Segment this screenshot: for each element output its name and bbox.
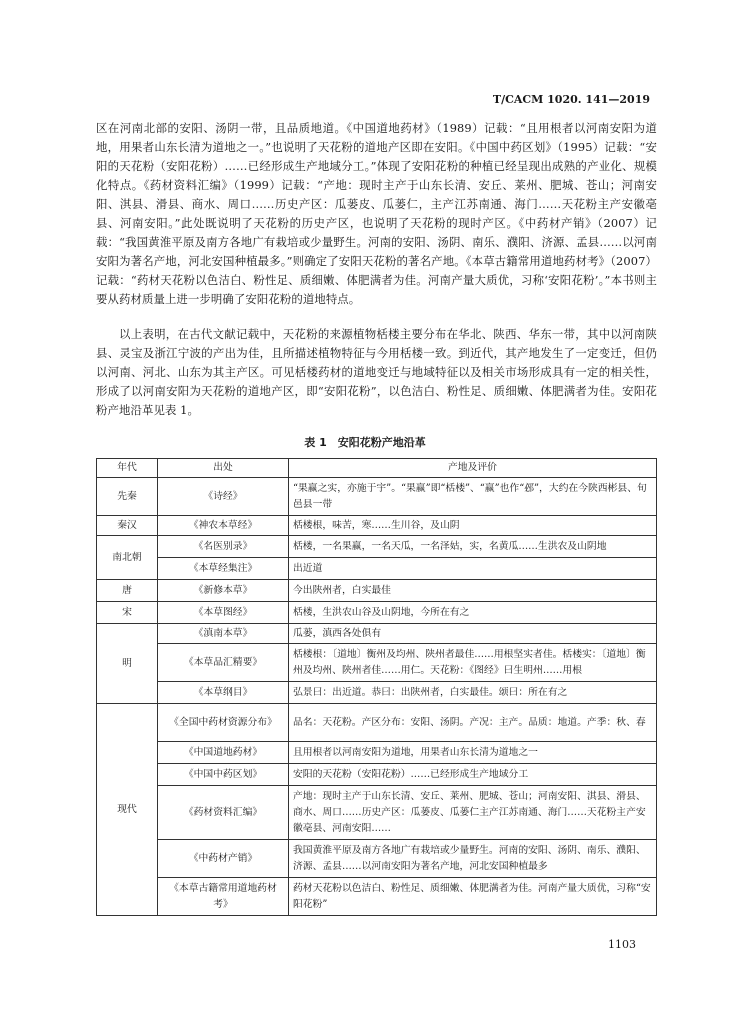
source-cell: 《本草古籍常用道地药材考》: [158, 878, 289, 916]
era-cell: 南北朝: [97, 536, 158, 580]
description-cell: 药材天花粉以色洁白、粉性足、质细嫩、体肥满者为佳。河南产量大质优，习称“安阳花粉”: [289, 878, 657, 916]
era-cell: 宋: [97, 602, 158, 624]
description-cell: 栝楼根：〔道地〕衡州及均州、陕州者最佳……用根坚实者佳。栝楼实：〔道地〕衡州及均州、陕州者佳……用仁。天花粉：《图经》曰生明州……用根: [289, 644, 657, 682]
table-row: [97, 742, 657, 764]
source-cell: 《中药材产销》: [158, 840, 289, 878]
table-row: [97, 704, 657, 742]
description-cell: 安阳的天花粉（安阳花粉）……已经形成生产地域分工: [289, 764, 657, 786]
description-cell: 且用根者以河南安阳为道地，用果者山东长清为道地之一: [289, 742, 657, 764]
standard-code: T/CACM 1020. 141—2019: [492, 93, 650, 106]
source-cell: 《本草纲目》: [158, 682, 289, 704]
header-source: 出处: [158, 459, 289, 478]
header-era: 年代: [97, 459, 158, 478]
description-cell: 产地：现时主产于山东长清、安丘、莱州、肥城、苍山；河南安阳、淇县、滑县、商水、周口……历史产区：瓜蒌皮、瓜蒌仁主产江苏南通、海门……天花粉主产安徽亳县、河南安阳……: [289, 786, 657, 840]
source-cell: 《本草品汇精要》: [158, 644, 289, 682]
table-row: [97, 840, 657, 878]
source-cell: 《诗经》: [158, 478, 289, 516]
table-row: [97, 682, 657, 704]
description-cell: 栝楼根，味苦，寒……生川谷，及山阴: [289, 516, 657, 536]
body-paragraph-2: 以上表明，在古代文献记载中，天花粉的来源植物栝楼主要分布在华北、陕西、华东一带，其中以河南陕县、灵宝及浙江宁波的产出为佳，且所描述植物特征与今用栝楼一致。到近代，其产地发生了一定变迁，但仍以河南、河北、山东为其主产区。可见栝楼药材的道地变迁与地域特征以及相关市场形成具有一定的相关性，形成了以河南安阳为天花粉的道地产区，即“安阳花粉”，以色洁白、粉性足、质细嫩、体肥满者为佳。安阳花粉产地沿革见表 1。: [96, 327, 657, 417]
body-paragraph-1: 区在河南北部的安阳、汤阴一带，且品质地道。《中国道地药材》（1989）记载：“且用根者以河南安阳为道地，用果者山东长清为道地之一。”也说明了天花粉的道地产区即在安阳。《中国中药区划》（1995）记载：“安阳的天花粉（安阳花粉）……已经形成生产地域分工。”体现了安阳花粉的种植已经呈现出成熟的产业化、规模化特点。《药材资料汇编》（1999）记载：“产地：现时主产于山东长清、安丘、莱州、肥城、苍山；河南安阳、淇县、滑县、商水、周口……历史产区：瓜蒌皮、瓜蒌仁，主产江苏南通、海门……天花粉主产安徽亳县、河南安阳。”此处既说明了天花粉的历史产区，也说明了天花粉的现时产区。《中药材产销》（2007）记载：“我国黄淮平原及南方各地广有栽培或少量野生。河南的安阳、汤阴、南乐、濮阳、济源、孟县……以河南安阳为著名产地，河北安国种植最多。”则确定了安阳天花粉的著名产地。《本草古籍常用道地药材考》（2007）记载：“药材天花粉以色洁白、粉性足、质细嫩、体肥满者为佳。河南产量大质优，习称‘安阳花粉’。”本书则主要从药材质量上进一步明确了安阳花粉的道地特点。: [96, 121, 657, 306]
source-cell: 《本草图经》: [158, 602, 289, 624]
table-row: [97, 764, 657, 786]
description-cell: 瓜蒌，滇西各处俱有: [289, 624, 657, 644]
source-cell: 《中国中药区划》: [158, 764, 289, 786]
source-cell: 《新修本草》: [158, 580, 289, 602]
origin-table: [96, 458, 657, 916]
table-row: [97, 878, 657, 916]
description-cell: 栝楼，一名果赢，一名天瓜，一名泽姑，实，名黄瓜……生洪农及山阴地: [289, 536, 657, 558]
description-cell: 品名：天花粉。产区分布：安阳、汤阴。产况：主产。品质：地道。产季：秋、春: [289, 704, 657, 742]
description-cell: 栝楼，生洪农山谷及山阴地，今所在有之: [289, 602, 657, 624]
table-header-row: [97, 459, 657, 478]
table-row: [97, 644, 657, 682]
description-cell: 出近道: [289, 558, 657, 580]
era-cell: 先秦: [97, 478, 158, 516]
table-row: [97, 624, 657, 644]
page-number: 1103: [608, 938, 636, 951]
era-cell: 唐: [97, 580, 158, 602]
era-cell: 秦汉: [97, 516, 158, 536]
source-cell: 《名医别录》: [158, 536, 289, 558]
table-row: [97, 580, 657, 602]
description-cell: “果赢之实，亦施于宇”。“果赢”即“栝楼”、“赢”也作“邲”，大约在今陕西彬县、旬邑县一带: [289, 478, 657, 516]
source-cell: 《本草经集注》: [158, 558, 289, 580]
table-row: [97, 786, 657, 840]
description-cell: 今出陕州者，白实最佳: [289, 580, 657, 602]
table-row: [97, 536, 657, 558]
description-cell: 我国黄淮平原及南方各地广有栽培或少量野生。河南的安阳、汤阴、南乐、濮阳、济源、孟县……以河南安阳为著名产地，河北安国种植最多: [289, 840, 657, 878]
table-row: [97, 602, 657, 624]
table-row: [97, 516, 657, 536]
description-cell: 弘景曰：出近道。恭曰：出陕州者，白实最佳。颂曰：所在有之: [289, 682, 657, 704]
era-cell: 明: [97, 624, 158, 704]
source-cell: 《神农本草经》: [158, 516, 289, 536]
source-cell: 《中国道地药材》: [158, 742, 289, 764]
era-cell: 现代: [97, 704, 158, 916]
table-row: [97, 478, 657, 516]
source-cell: 《滇南本草》: [158, 624, 289, 644]
header-description: 产地及评价: [289, 459, 657, 478]
source-cell: 《药材资料汇编》: [158, 786, 289, 840]
table-row: [97, 558, 657, 580]
source-cell: 《全国中药材资源分布》: [158, 704, 289, 742]
table-title: 表 1 安阳花粉产地沿革: [304, 436, 426, 449]
